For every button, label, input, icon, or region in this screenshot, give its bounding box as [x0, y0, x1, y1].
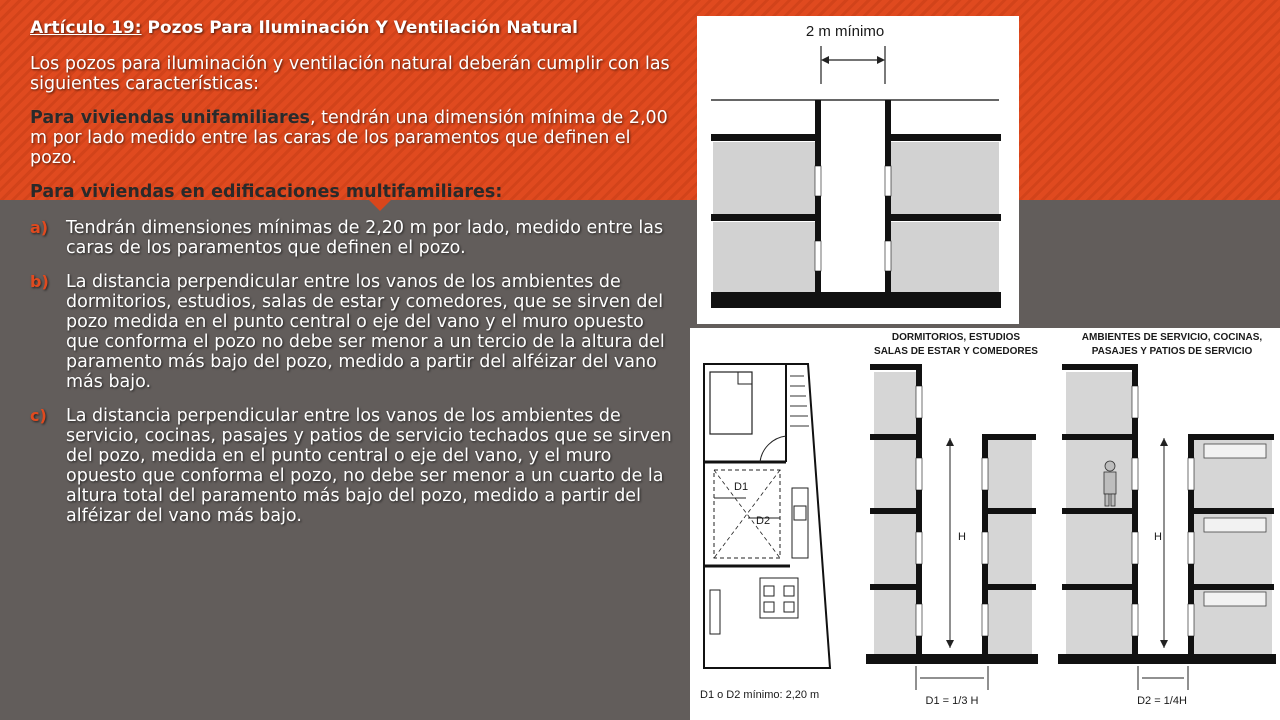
article-title-prefix: Artículo 19:	[30, 18, 142, 38]
requirements-list	[30, 218, 680, 526]
figure-multifamiliar	[690, 328, 1280, 720]
section-servicio	[1058, 332, 1276, 707]
intro-paragraph: Los pozos para iluminación y ventilación natural deberán cumplir con las siguientes características:	[30, 54, 670, 94]
list-item	[30, 218, 680, 258]
dimension-label: 2 m mínimo	[805, 23, 885, 40]
plan-label-d1: D1	[734, 481, 749, 493]
unifamiliar-lead: Para viviendas unifamiliares	[30, 108, 310, 128]
list-item-text: La distancia perpendicular entre los vanos de los ambientes de dormitorios, estudios, salas de estar y comedores, que se sirven del pozo medida en el punto central o eje del vano y el muro opuesto que conforma el pozo no debe ser menor a un tercio de la altura del paramento más bajo del pozo, medido a partir del alféizar del vano más bajo.	[66, 272, 665, 392]
section-dormitorios	[866, 332, 1038, 707]
unifamiliar-text: , tendrán una dimensión mínima de 2,00 m por lado medido entre las caras de los paramentos que definen el pozo.	[30, 108, 668, 168]
figure-unifamiliar-section	[697, 16, 1019, 324]
list-marker: c)	[30, 406, 47, 425]
section2-caption: D2 = 1/4H	[1137, 695, 1187, 707]
unifamiliar-section-drawing	[697, 16, 1019, 324]
article-title-rest: Pozos Para Iluminación Y Ventilación Natural	[141, 18, 579, 38]
section2-title-line1: AMBIENTES DE SERVICIO, COCINAS,	[1081, 332, 1263, 343]
multifamiliar-heading: Para viviendas en edificaciones multifamiliares:	[30, 182, 503, 202]
unifamiliar-paragraph	[30, 108, 680, 168]
list-item	[30, 406, 680, 526]
floor-plan	[700, 364, 830, 701]
section2-h-label: H	[1154, 531, 1162, 543]
multifamiliar-drawing	[690, 328, 1280, 720]
section1-title-line1: DORMITORIOS, ESTUDIOS	[891, 332, 1021, 343]
list-marker: b)	[30, 272, 49, 291]
section1-title-line2: SALAS DE ESTAR Y COMEDORES	[874, 346, 1038, 357]
list-item	[30, 272, 680, 392]
plan-caption: D1 o D2 mínimo: 2,20 m	[700, 689, 820, 701]
section1-caption: D1 = 1/3 H	[925, 695, 979, 707]
plan-label-d2: D2	[756, 515, 771, 527]
section1-h-label: H	[958, 531, 966, 543]
section2-title-line2: PASAJES Y PATIOS DE SERVICIO	[1091, 346, 1253, 357]
list-item-text: La distancia perpendicular entre los vanos de los ambientes de servicio, cocinas, pasajes y patios de servicio techados que se sirven del pozo, medida en el punto central o eje del vano, y el muro opuesto que conforma el pozo, no debe ser menor a un cuarto de la altura total del paramento más bajo del pozo, medido a partir del alféizar del vano más bajo.	[66, 406, 672, 526]
list-marker: a)	[30, 218, 49, 237]
text-column	[30, 18, 680, 540]
list-item-text: Tendrán dimensiones mínimas de 2,20 m por lado, medido entre las caras de los paramentos que definen el pozo.	[66, 218, 664, 258]
article-title	[30, 18, 680, 38]
